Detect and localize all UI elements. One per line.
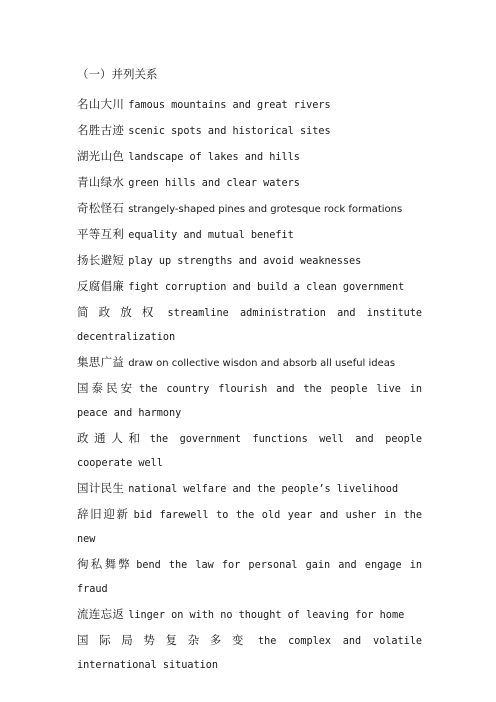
phrase-entry — [77, 248, 422, 274]
chinese-phrase: 流连忘返 — [77, 607, 125, 621]
phrase-entry — [77, 144, 422, 170]
phrase-entry — [77, 376, 422, 426]
english-translation: the country flourish and the people live in peace and harmony — [77, 384, 422, 419]
chinese-phrase: 名山大川 — [77, 97, 125, 111]
english-translation: equality and mutual benefit — [128, 230, 294, 241]
phrase-entry — [77, 170, 422, 196]
english-translation: fight corruption and build a clean government — [128, 282, 405, 293]
english-translation: strangely-shaped pines and grotesque rock formations — [128, 204, 403, 215]
chinese-phrase: 国泰民安 — [77, 381, 136, 395]
chinese-phrase: 简政放权 — [77, 305, 164, 319]
chinese-phrase: 辞旧迎新 — [77, 507, 130, 521]
phrase-entry — [77, 350, 422, 376]
english-translation: play up strengths and avoid weaknesses — [128, 256, 362, 267]
english-translation: bid farewell to the old year and usher in the new — [77, 510, 422, 545]
phrase-entry — [77, 502, 422, 552]
chinese-phrase: 湖光山色 — [77, 149, 125, 163]
english-translation: the government functions well and people cooperate well — [77, 434, 422, 469]
chinese-phrase: 集思广益 — [77, 355, 125, 369]
phrase-entry — [77, 552, 422, 602]
chinese-phrase: 扬长避短 — [77, 253, 125, 267]
phrase-entry — [77, 222, 422, 248]
chinese-phrase: 名胜古迹 — [77, 123, 125, 137]
chinese-phrase: 反腐倡廉 — [77, 279, 125, 293]
chinese-phrase: 奇松怪石 — [77, 201, 125, 215]
phrase-entry — [77, 476, 422, 502]
phrase-entry — [77, 92, 422, 118]
phrase-entry — [77, 628, 422, 678]
chinese-phrase: 青山绿水 — [77, 175, 125, 189]
phrase-entry — [77, 300, 422, 350]
phrase-list — [77, 92, 422, 678]
chinese-phrase: 政通人和 — [77, 431, 146, 445]
chinese-phrase: 国际局势复杂多变 — [77, 633, 254, 647]
english-translation: the complex and volatile international situation — [77, 636, 423, 671]
english-translation: draw on collective wisdon and absorb all useful ideas — [128, 358, 396, 369]
english-translation: scenic spots and historical sites — [128, 126, 331, 137]
english-translation: streamline administration and institute decentralization — [77, 308, 423, 343]
english-translation: bend the law for personal gain and engage in fraud — [77, 560, 423, 595]
english-translation: linger on with no thought of leaving for home — [128, 610, 405, 621]
phrase-entry — [77, 118, 422, 144]
chinese-phrase: 徇私舞弊 — [77, 557, 133, 571]
english-translation: famous mountains and great rivers — [128, 100, 331, 111]
english-translation: green hills and clear waters — [128, 178, 300, 189]
section-heading: （一）并列关系 — [77, 67, 158, 81]
phrase-entry — [77, 274, 422, 300]
chinese-phrase: 国计民生 — [77, 481, 125, 495]
phrase-entry — [77, 196, 422, 222]
chinese-phrase: 平等互利 — [77, 227, 125, 241]
phrase-entry — [77, 602, 422, 628]
english-translation: national welfare and the people’s livelihood — [128, 484, 399, 495]
phrase-entry — [77, 426, 422, 476]
english-translation: landscape of lakes and hills — [128, 152, 300, 163]
